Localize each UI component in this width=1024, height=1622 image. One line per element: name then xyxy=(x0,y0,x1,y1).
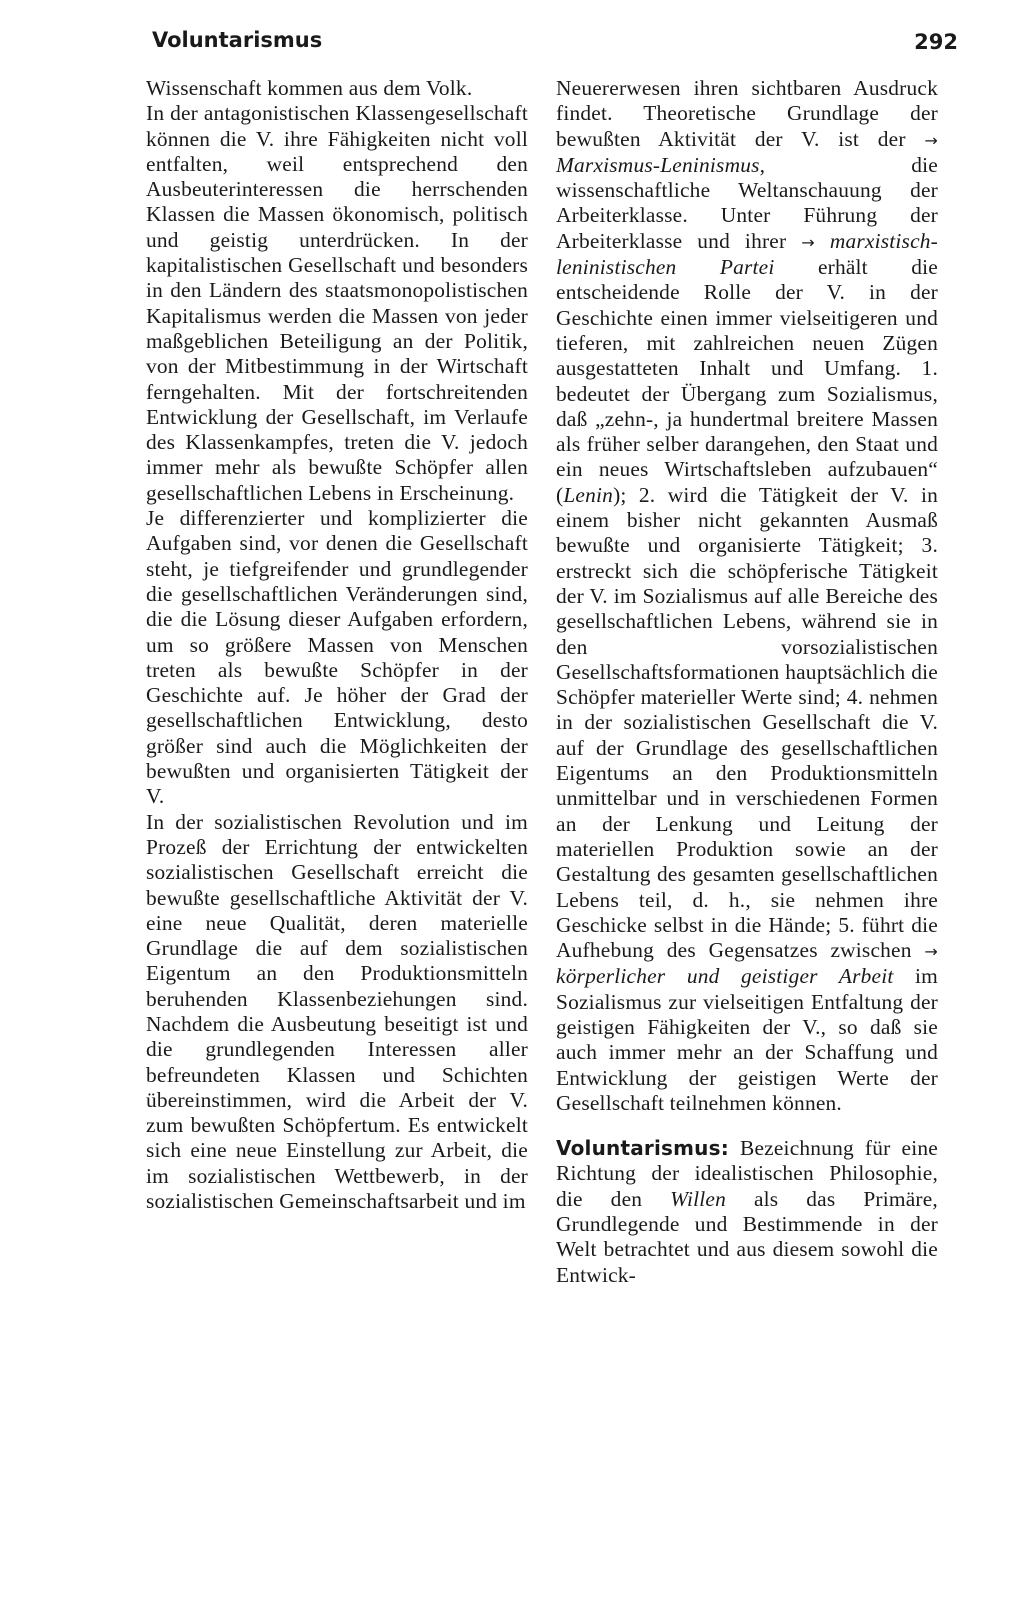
paragraph: In der antagonistischen Klassengesellschaft können die V. ihre Fähigkeiten nicht voll entfalten, weil entsprechend den Ausbeuterinteressen die herrschenden Klassen die Massen ökonomisch, politisch und geistig unterdrücken. In der kapitalistischen Gesellschaft und besonders in den Ländern des staatsmonopolistischen Kapitalismus werden die Massen von jeder maßgeblichen Beteiligung an der Politik, von der Mitbestimmung in der Wirtschaft ferngehalten. Mit der fortschreitenden Entwicklung der Gesellschaft, im Verlaufe des Klassenkampfes, treten die V. jedoch immer mehr als bewußte Schöpfer allen gesellschaftlichen Lebens in Erscheinung. xyxy=(146,101,528,505)
entry-headword: Voluntarismus: xyxy=(556,1136,729,1161)
text-run: als das Primäre, Grundlegende und Bestimmende in der Welt betrachtet und aus diesem sowohl die Entwick- xyxy=(556,1186,938,1287)
text-run: , die wissenschaftliche Weltanschauung der Arbeiterklasse. Unter Führung der Arbeiterklasse und ihrer xyxy=(556,152,938,253)
cross-reference: körperlicher und geistiger Arbeit xyxy=(556,964,894,989)
citation-author: Lenin xyxy=(563,482,614,507)
text-run: im Sozialismus zur vielseitigen Entfaltung der geistigen Fähigkeiten der V., so daß sie auch immer mehr an der Schaffung und Entwicklung der geistigen Werte der Gesellschaft teilnehmen können. xyxy=(556,964,938,1115)
running-head: Voluntarismus xyxy=(152,28,323,52)
cross-reference-arrow-icon: → xyxy=(924,130,938,150)
paragraph xyxy=(556,76,938,1116)
paragraph: Wissenschaft kommen aus dem Volk. xyxy=(146,76,473,100)
paragraph: Je differenzierter und komplizierter die Aufgaben sind, vor denen die Gesellschaft steht, je tiefgreifender und grundlegender die gesellschaftlichen Veränderungen sind, die die Lösung dieser Aufgaben erfordern, um so größere Massen von Menschen treten als bewußte Schöpfer in der Geschichte auf. Je höher der Grad der gesellschaftlichen Entwicklung, desto größer sind auch die Möglichkeiten der bewußten und organisierten Tätigkeit der V. xyxy=(146,506,528,809)
cross-reference-arrow-icon: → xyxy=(924,942,938,962)
right-column xyxy=(556,76,938,1288)
left-column xyxy=(146,76,528,1214)
emphasis: Willen xyxy=(670,1186,726,1211)
text-run: ); 2. wird die Tätigkeit der V. in einem bisher nicht gekannten Ausmaß bewußte und organisierte Tätigkeit; 3. erstreckt sich die schöpferische Tätigkeit der V. im Sozialismus auf alle Bereiche des gesellschaftlichen Lebens, während sie in den vorsozialistischen Gesellschaftsformationen hauptsächlich die Schöpfer materieller Werte sind; 4. nehmen in der sozialistischen Gesellschaft die V. auf der Grundlage des gesellschaftlichen Eigentums an den Produktionsmitteln unmittelbar und in verschiedenen Formen an der Lenkung und Leitung der materiellen Produktion sowie an der Gestaltung des gesamten gesellschaftlichen Lebens teil, d. h., sie nehmen ihre Geschicke selbst in die Hände; 5. führt die Aufhebung des Gegensatzes zwischen xyxy=(556,482,938,963)
page-number: 292 xyxy=(914,30,958,54)
entry-voluntarismus xyxy=(556,1136,938,1288)
text-run: Bezeichnung für eine Richtung der idealistischen Philosophie, die den xyxy=(556,1136,938,1211)
text-run: Neuererwesen ihren sichtbaren Ausdruck findet. Theoretische Grundlage der bewußten Aktivität der V. ist der xyxy=(556,76,938,151)
cross-reference: Marxismus-Leninismus xyxy=(556,152,760,177)
text-run: erhält die entscheidende Rolle der V. in der Geschichte einen immer vielseitigeren und tieferen, mit zahlreichen neuen Zügen ausgestatteten Inhalt und Umfang. 1. bedeutet der Übergang zum Sozialismus, daß „zehn-, ja hundertmal breitere Massen als früher selber darangehen, den Staat und ein neues Wirtschaftsleben aufzubauen“ ( xyxy=(556,255,938,507)
paragraph: In der sozialistischen Revolution und im Prozeß der Errichtung der entwickelten sozialistischen Gesellschaft erreicht die bewußte gesellschaftliche Aktivität der V. eine neue Qualität, deren materielle Grundlage die auf dem sozialistischen Eigentum an den Produktionsmitteln beruhenden Klassenbeziehungen sind. Nachdem die Ausbeutung beseitigt ist und die grundlegenden Interessen aller befreundeten Klassen und Schichten übereinstimmen, wird die Arbeit der V. zum bewußten Schöpfertum. Es entwickelt sich eine neue Einstellung zur Arbeit, die im sozialistischen Wettbewerb, in der sozialistischen Gemeinschaftsarbeit und im xyxy=(146,809,528,1214)
cross-reference-arrow-icon: → xyxy=(801,232,815,252)
cross-reference: marxistisch-leninistischen Partei xyxy=(556,228,938,280)
